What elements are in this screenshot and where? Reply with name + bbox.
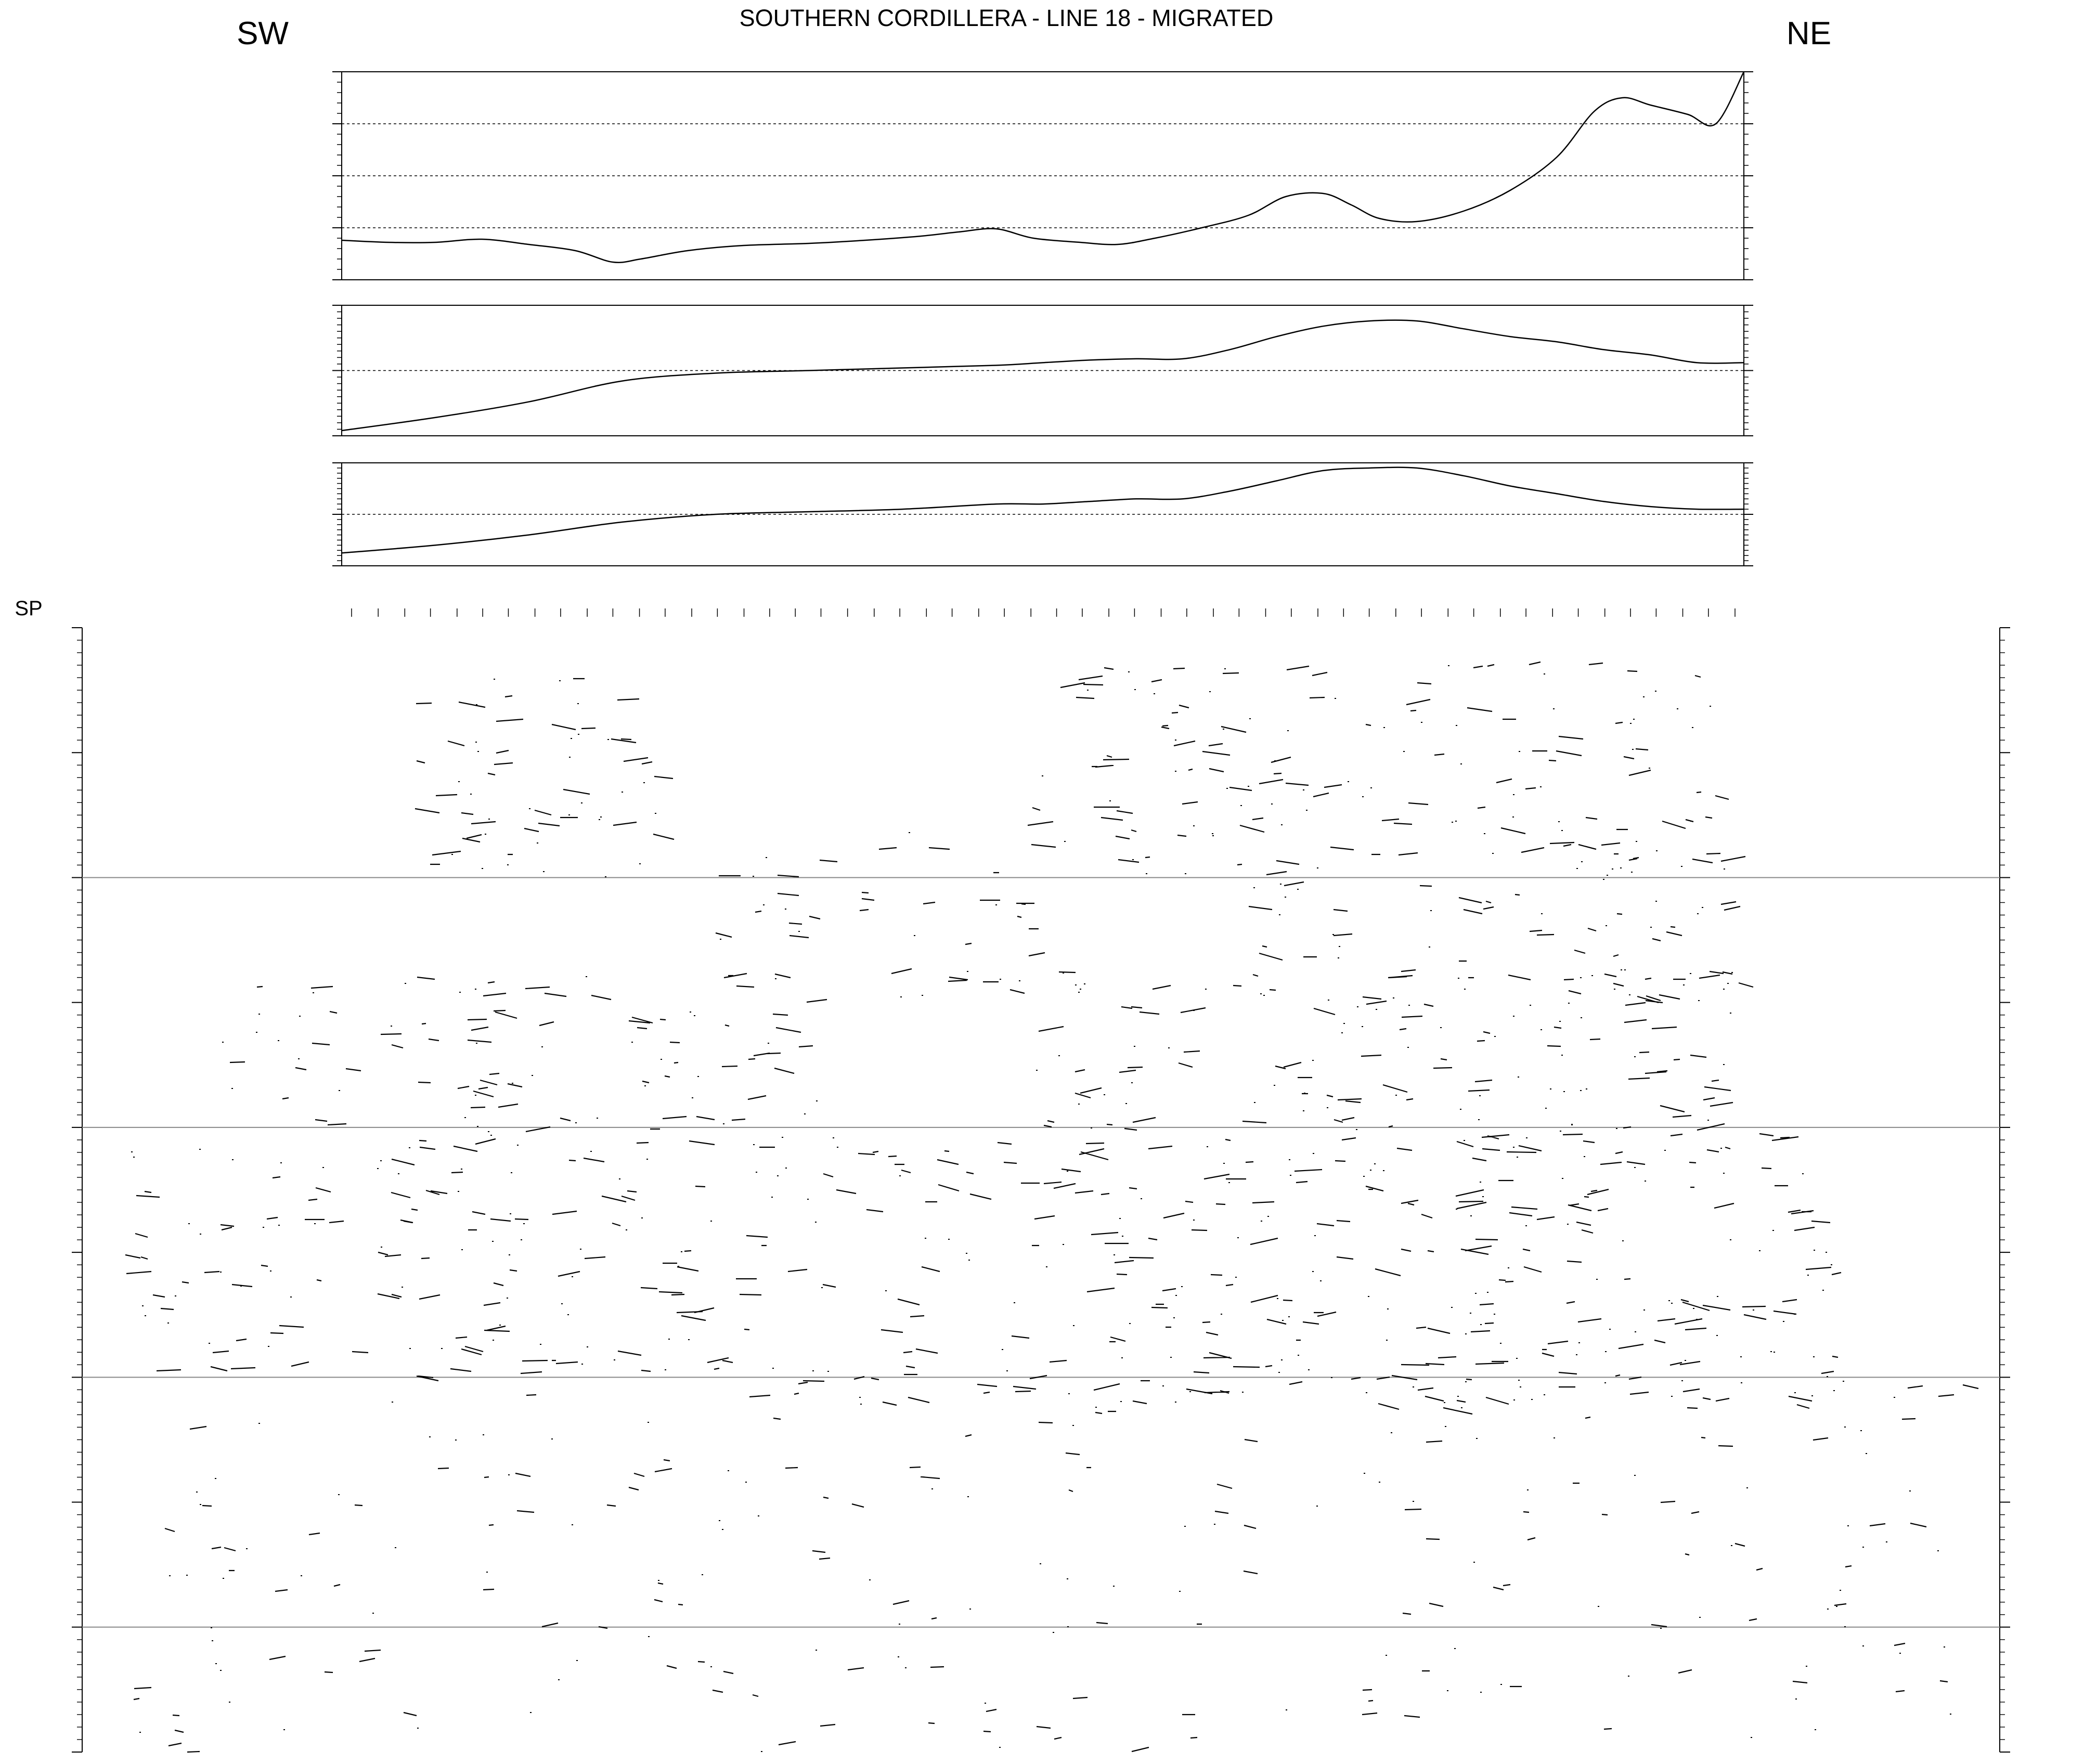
direction-ne-label: NE [1786, 16, 1832, 51]
bouguer-curve [342, 468, 1744, 553]
isostatic-panel [332, 305, 1753, 436]
reflection-speckle [1223, 666, 1725, 869]
reflection-segments [1028, 668, 1230, 862]
reflection-segments [1221, 662, 1745, 865]
sp-axis-label: SP [15, 597, 43, 620]
reflection-speckle [1046, 1128, 1835, 1408]
magnetic-panel [332, 72, 1753, 280]
reflection-speckle [720, 858, 800, 939]
reflection-segments [230, 977, 518, 1125]
reflection-segments [415, 679, 674, 864]
magnetic-curve [342, 72, 1744, 263]
seismic-section [72, 628, 2010, 1752]
reflection-segments [860, 848, 1045, 993]
reflection-segments [134, 1376, 1978, 1752]
reflection-segments [125, 1127, 715, 1381]
reflection-segments [471, 974, 827, 1121]
reflection-speckle [1019, 972, 1733, 1125]
shot-point-axis [352, 608, 1735, 617]
figure-title: SOUTHERN CORDILLERA - LINE 18 - MIGRATED [739, 5, 1274, 31]
reflection-segments [1039, 971, 1753, 1127]
bouguer-panel [332, 463, 1753, 566]
reflection-segments [1050, 1124, 1841, 1414]
reflection-segments [716, 860, 837, 987]
reflection-speckle [1042, 672, 1214, 874]
reflection-speckle [139, 1381, 1951, 1752]
reflection-segments [1249, 872, 1740, 1033]
direction-sw-label: SW [237, 16, 289, 51]
reflection-segments [694, 1143, 1062, 1405]
reflection-speckle [222, 983, 478, 1126]
isostatic-curve [342, 320, 1744, 431]
reflection-speckle [451, 679, 656, 877]
reflection-speckle [710, 1137, 1015, 1397]
reflection-speckle [459, 977, 818, 1124]
reflection-speckle [1253, 866, 1725, 1033]
reflection-speckle [131, 1132, 690, 1370]
reflection-speckle [900, 833, 1001, 997]
